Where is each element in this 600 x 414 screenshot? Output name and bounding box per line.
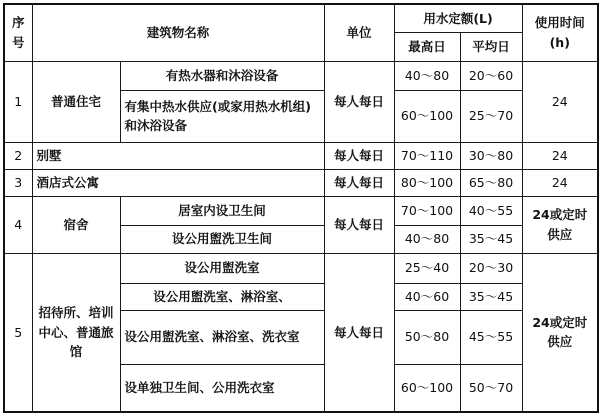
building-subtype: 有热水器和沐浴设备 (120, 61, 324, 90)
building-subtype: 设公用盥洗室 (120, 253, 324, 283)
avg-day-value: 20～60 (460, 61, 522, 90)
header-unit: 单位 (324, 4, 394, 61)
building-name: 别墅 (32, 142, 324, 169)
avg-day-value: 35～45 (460, 283, 522, 310)
use-time-value: 24或定时供应 (522, 196, 598, 253)
building-subtype: 有集中热水供应(或家用热水机组)和沐浴设备 (120, 90, 324, 142)
avg-day-value: 25～70 (460, 90, 522, 142)
max-day-value: 50～80 (394, 310, 460, 364)
header-seq: 序号 (4, 4, 32, 61)
unit-cell: 每人每日 (324, 142, 394, 169)
max-day-value: 60～100 (394, 90, 460, 142)
max-day-value: 80～100 (394, 169, 460, 196)
header-row-1 (4, 4, 598, 32)
use-time-value: 24或定时供应 (522, 253, 598, 412)
max-day-value: 70～100 (394, 196, 460, 225)
avg-day-value: 30～80 (460, 142, 522, 169)
header-building-name: 建筑物名称 (32, 4, 324, 61)
unit-cell: 每人每日 (324, 61, 394, 142)
max-day-value: 70～110 (394, 142, 460, 169)
header-use-time-unit: (h) (549, 34, 570, 50)
header-avg-day: 平均日 (460, 32, 522, 61)
row-number: 3 (4, 169, 32, 196)
avg-day-value: 50～70 (460, 364, 522, 412)
avg-day-value: 45～55 (460, 310, 522, 364)
unit-cell: 每人每日 (324, 196, 394, 253)
building-name: 招待所、培训中心、普通旅馆 (32, 253, 120, 412)
table-row (4, 253, 598, 283)
building-subtype: 设公用盥洗室、淋浴室、 (120, 283, 324, 310)
max-day-value: 40～80 (394, 61, 460, 90)
header-quota: 用水定额(L) (394, 4, 522, 32)
row-number: 4 (4, 196, 32, 253)
use-time-value: 24 (522, 169, 598, 196)
row-number: 2 (4, 142, 32, 169)
max-day-value: 40～80 (394, 225, 460, 253)
table-row (4, 142, 598, 169)
building-name: 酒店式公寓 (32, 169, 324, 196)
water-quota-table (3, 3, 599, 413)
building-subtype: 设单独卫生间、公用洗衣室 (120, 364, 324, 412)
avg-day-value: 65～80 (460, 169, 522, 196)
building-name: 普通住宅 (32, 61, 120, 142)
avg-day-value: 40～55 (460, 196, 522, 225)
building-subtype: 居室内设卫生间 (120, 196, 324, 225)
table-row (4, 61, 598, 90)
header-use-time-label: 使用时间 (534, 15, 585, 31)
row-number: 1 (4, 61, 32, 142)
header-use-time (522, 4, 598, 61)
header-max-day: 最高日 (394, 32, 460, 61)
avg-day-value: 35～45 (460, 225, 522, 253)
avg-day-value: 20～30 (460, 253, 522, 283)
max-day-value: 60～100 (394, 364, 460, 412)
table-row (4, 196, 598, 225)
building-subtype: 设公用盥洗室、淋浴室、洗衣室 (120, 310, 324, 364)
use-time-value: 24 (522, 142, 598, 169)
building-subtype: 设公用盥洗卫生间 (120, 225, 324, 253)
building-name: 宿舍 (32, 196, 120, 253)
max-day-value: 40～60 (394, 283, 460, 310)
max-day-value: 25～40 (394, 253, 460, 283)
table-row (4, 169, 598, 196)
unit-cell: 每人每日 (324, 169, 394, 196)
use-time-value: 24 (522, 61, 598, 142)
unit-cell: 每人每日 (324, 253, 394, 412)
row-number: 5 (4, 253, 32, 412)
